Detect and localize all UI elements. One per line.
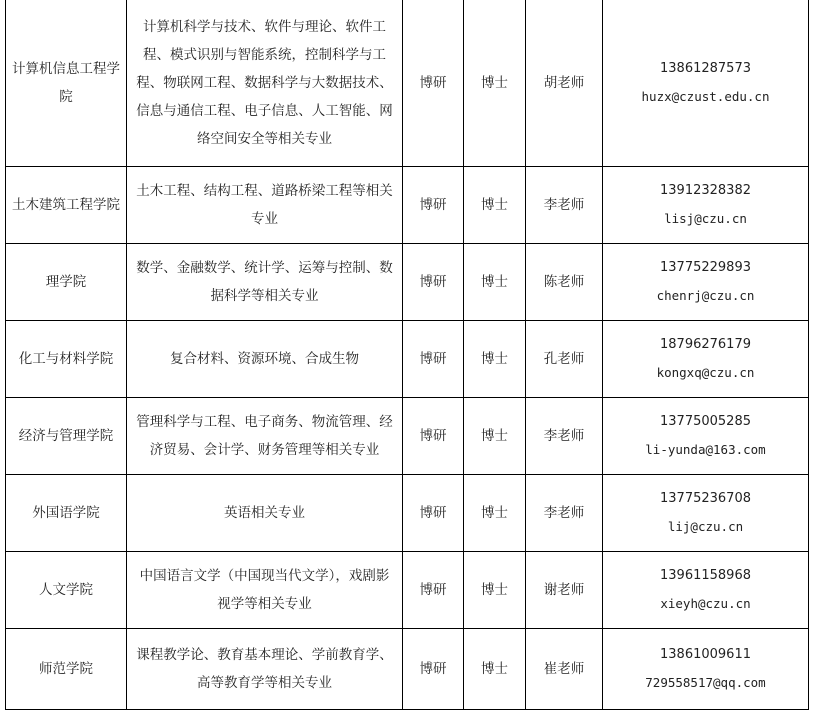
contact-info-cell — [603, 629, 809, 710]
table-body — [6, 0, 809, 710]
contact-person-cell: 胡老师 — [526, 0, 603, 167]
majors-cell: 英语相关专业 — [127, 475, 403, 552]
contact-info-cell — [603, 167, 809, 244]
college-cell: 经济与管理学院 — [6, 398, 127, 475]
majors-cell: 中国语言文学（中国现当代文学），戏剧影视学等相关专业 — [127, 552, 403, 629]
phone-number: 13961158968 — [660, 568, 751, 583]
phone-number: 13775229893 — [660, 260, 751, 275]
majors-cell: 复合材料、资源环境、合成生物 — [127, 321, 403, 398]
degree-cell: 博士 — [464, 0, 526, 167]
email-address: chenrj@czu.cn — [656, 288, 755, 303]
recruit-type-cell: 博研 — [403, 552, 464, 629]
email-address: lij@czu.cn — [667, 519, 744, 534]
degree-cell: 博士 — [464, 167, 526, 244]
majors-cell: 数学、金融数学、统计学、运筹与控制、数据科学等相关专业 — [127, 244, 403, 321]
recruit-type-cell: 博研 — [403, 0, 464, 167]
phone-number: 13861287573 — [660, 61, 751, 76]
recruit-type-cell: 博研 — [403, 398, 464, 475]
majors-cell: 管理科学与工程、电子商务、物流管理、经济贸易、会计学、财务管理等相关专业 — [127, 398, 403, 475]
table-row — [6, 475, 809, 552]
college-cell: 土木建筑工程学院 — [6, 167, 127, 244]
recruitment-table — [5, 0, 809, 710]
degree-cell: 博士 — [464, 321, 526, 398]
contact-info-cell — [603, 0, 809, 167]
contact-person-cell: 陈老师 — [526, 244, 603, 321]
phone-number: 18796276179 — [660, 337, 751, 352]
email-address: li-yunda@163.com — [645, 442, 766, 457]
college-cell: 计算机信息工程学院 — [6, 0, 127, 167]
contact-info-cell — [603, 398, 809, 475]
contact-person-cell: 孔老师 — [526, 321, 603, 398]
majors-cell: 计算机科学与技术、软件与理论、软件工程、模式识别与智能系统，控制科学与工程、物联网工程、数据科学与大数据技术、信息与通信工程、电子信息、人工智能、网络空间安全等相关专业 — [127, 0, 403, 167]
phone-number: 13775236708 — [660, 491, 751, 506]
majors-cell: 土木工程、结构工程、道路桥梁工程等相关专业 — [127, 167, 403, 244]
contact-info-cell — [603, 475, 809, 552]
contact-info-cell — [603, 244, 809, 321]
recruit-type-cell: 博研 — [403, 244, 464, 321]
contact-person-cell: 李老师 — [526, 398, 603, 475]
degree-cell: 博士 — [464, 475, 526, 552]
degree-cell: 博士 — [464, 629, 526, 710]
contact-person-cell: 李老师 — [526, 475, 603, 552]
phone-number: 13912328382 — [660, 183, 751, 198]
college-cell: 人文学院 — [6, 552, 127, 629]
recruit-type-cell: 博研 — [403, 475, 464, 552]
recruit-type-cell: 博研 — [403, 167, 464, 244]
email-address: huzx@czust.edu.cn — [641, 89, 770, 104]
email-address: xieyh@czu.cn — [660, 596, 751, 611]
college-cell: 师范学院 — [6, 629, 127, 710]
contact-person-cell: 崔老师 — [526, 629, 603, 710]
college-cell: 化工与材料学院 — [6, 321, 127, 398]
contact-person-cell: 李老师 — [526, 167, 603, 244]
table-row — [6, 321, 809, 398]
majors-cell: 课程教学论、教育基本理论、学前教育学、高等教育学等相关专业 — [127, 629, 403, 710]
contact-person-cell: 谢老师 — [526, 552, 603, 629]
table-row — [6, 629, 809, 710]
table-row — [6, 244, 809, 321]
degree-cell: 博士 — [464, 244, 526, 321]
table-row — [6, 398, 809, 475]
degree-cell: 博士 — [464, 552, 526, 629]
recruit-type-cell: 博研 — [403, 321, 464, 398]
phone-number: 13861009611 — [660, 647, 751, 662]
college-cell: 理学院 — [6, 244, 127, 321]
email-address: 729558517@qq.com — [645, 675, 766, 690]
table-row — [6, 552, 809, 629]
phone-number: 13775005285 — [660, 414, 751, 429]
college-cell: 外国语学院 — [6, 475, 127, 552]
recruit-type-cell: 博研 — [403, 629, 464, 710]
table-row — [6, 167, 809, 244]
email-address: lisj@czu.cn — [664, 211, 747, 226]
email-address: kongxq@czu.cn — [656, 365, 755, 380]
contact-info-cell — [603, 552, 809, 629]
table-row — [6, 0, 809, 167]
degree-cell: 博士 — [464, 398, 526, 475]
contact-info-cell — [603, 321, 809, 398]
